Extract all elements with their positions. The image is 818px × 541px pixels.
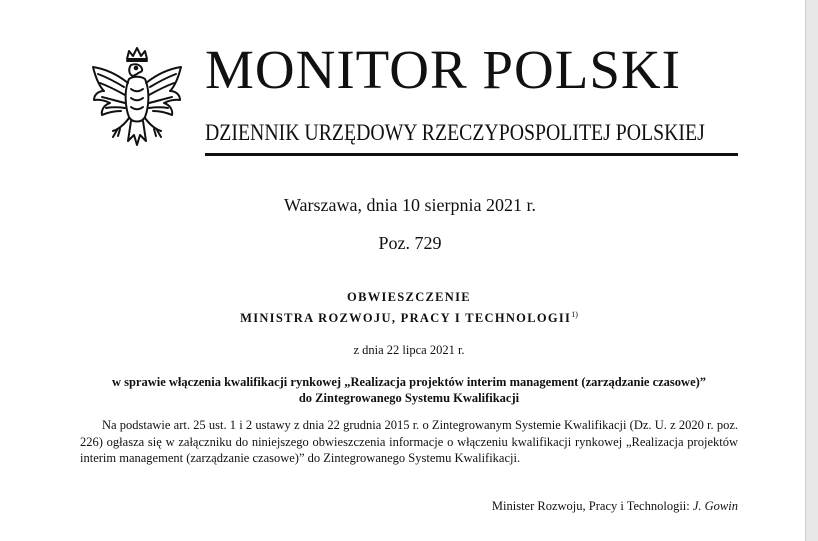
act-body-paragraph: Na podstawie art. 25 ust. 1 i 2 ustawy z dnia 22 grudnia 2015 r. o Zintegrowanym Systemie Kwalifikacji (Dz. U. z 2020 r. poz. 226) ogłasza się w załączniku do niniejszego obwieszczenia informacje o włączeniu kwalifikacji rynkowej „Realizacja projektów interim management (zarządzanie czasowe)” do Zintegrowanego Systemu Kwalifikacji. [80, 418, 738, 465]
white-eagle-emblem-icon [84, 45, 190, 153]
header-divider [205, 153, 738, 156]
act-subject-line-2: do Zintegrowanego Systemu Kwalifikacji [298, 391, 520, 405]
signature-name: J. Gowin [692, 499, 738, 513]
publication-title: MONITOR POLSKI [205, 39, 681, 100]
act-type: OBWIESZCZENIE [347, 290, 471, 304]
signature-role: Minister Rozwoju, Pracy i Technologii: [491, 499, 690, 513]
act-issuer-name: MINISTRA ROZWOJU, PRACY I TECHNOLOGII [240, 311, 572, 326]
act-subject [80, 374, 738, 406]
viewer-scrollbar-track[interactable] [805, 0, 818, 541]
signature-block [300, 499, 738, 514]
act-subject-line-1: w sprawie włączenia kwalifikacji rynkowej „Realizacja projektów interim management (zarządzanie czasowe)” [111, 375, 707, 389]
publication-place-date: Warszawa, dnia 10 sierpnia 2021 r. [284, 195, 536, 215]
act-date: z dnia 22 lipca 2021 r. [353, 343, 465, 357]
publication-subtitle: DZIENNIK URZĘDOWY RZECZYPOSPOLITEJ POLSKIEJ [205, 120, 705, 145]
publication-position: Poz. 729 [378, 233, 442, 253]
act-issuer [0, 310, 818, 326]
footnote-reference: 1) [571, 310, 578, 319]
